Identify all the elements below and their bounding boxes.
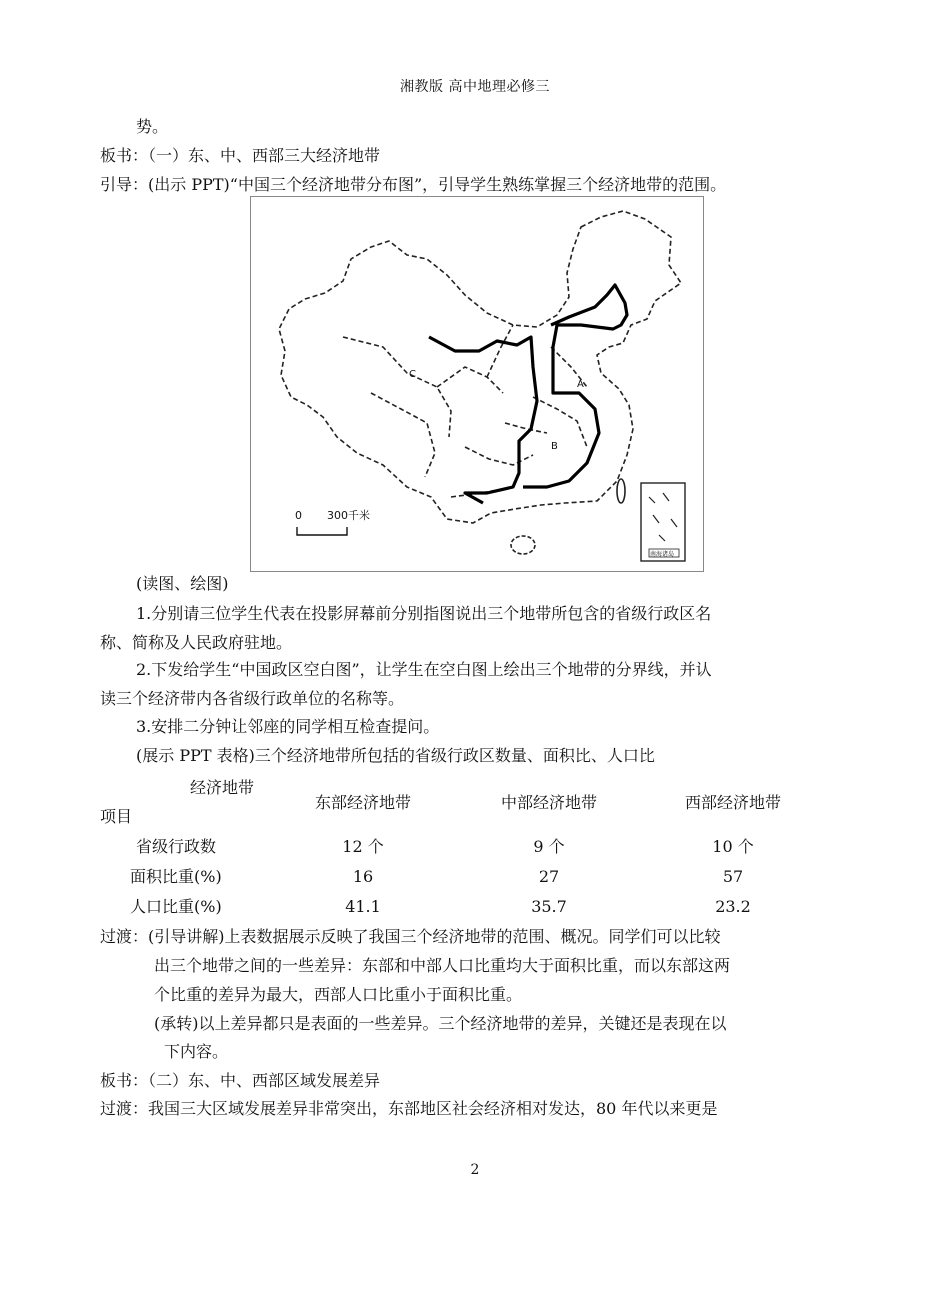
- row-label: 人口比重(%): [130, 897, 222, 916]
- scale-bar: [297, 527, 347, 535]
- table-cell: 35.7: [531, 897, 567, 916]
- text-line: 出三个地带之间的一些差异：东部和中部人口比重均大于面积比重，而以东部这两: [154, 956, 731, 975]
- scale-value: 300千米: [327, 509, 370, 522]
- text-line: 引导：(出示 PPT)“中国三个经济地带分布图”，引导学生熟练掌握三个经济地带的范围。: [100, 175, 727, 194]
- column-header: 西部经济地带: [684, 793, 781, 812]
- text-line: 下内容。: [164, 1042, 229, 1061]
- text-line: (读图、绘图): [136, 574, 229, 593]
- text-line: 读三个经济带内各省级行政单位的名称等。: [100, 689, 405, 708]
- text-line: 势。: [136, 117, 169, 136]
- table-cell: 9 个: [533, 837, 565, 856]
- inset-label: 南海诸岛: [650, 551, 675, 558]
- table-corner-bottom: 项目: [100, 807, 133, 826]
- zone-label-b: B: [551, 441, 558, 452]
- table-cell: 16: [352, 867, 374, 886]
- text-line: 过渡：(引导讲解)上表数据展示反映了我国三个经济地带的范围、概况。同学们可以比较: [100, 927, 721, 946]
- row-label: 省级行政数: [136, 837, 217, 856]
- zone-label-c: C: [409, 369, 416, 380]
- column-header: 中部经济地带: [500, 793, 597, 812]
- row-label: 面积比重(%): [130, 867, 222, 886]
- page-header: 湘教版 高中地理必修三: [400, 79, 550, 95]
- text-line: 3.安排二分钟让邻座的同学相互检查提问。: [136, 717, 440, 736]
- column-header: 东部经济地带: [314, 793, 411, 812]
- table-cell: 57: [722, 867, 744, 886]
- table-caption: (展示 PPT 表格)三个经济地带所包括的省级行政区数量、面积比、人口比: [136, 746, 655, 765]
- country-outline: [279, 211, 681, 523]
- table-corner-top: 经济地带: [190, 778, 255, 797]
- zone-boundary-west-central: [429, 337, 537, 503]
- board-heading-2: 板书：（二）东、中、西部区域发展差异: [100, 1071, 381, 1090]
- map-drawing: [251, 197, 703, 571]
- page-number: 2: [470, 1162, 480, 1178]
- table-cell: 12 个: [342, 837, 384, 856]
- text-line: (承转)以上差异都只是表面的一些差异。三个经济地带的差异，关键还是表现在以: [154, 1014, 727, 1033]
- table-cell: 41.1: [345, 897, 381, 916]
- board-heading-1: 板书：（一）东、中、西部三大经济地带: [100, 146, 381, 165]
- table-cell: 23.2: [715, 897, 751, 916]
- text-line: 1.分别请三位学生代表在投影屏幕前分别指图说出三个地带所包含的省级行政区名: [136, 604, 712, 623]
- text-line: 称、简称及人民政府驻地。: [100, 633, 293, 652]
- table-cell: 10 个: [712, 837, 754, 856]
- text-line: 个比重的差异为最大，西部人口比重小于面积比重。: [154, 985, 523, 1004]
- text-line: 2.下发给学生“中国政区空白图”，让学生在空白图上绘出三个地带的分界线，并认: [136, 660, 712, 679]
- table-cell: 27: [538, 867, 560, 886]
- zone-boundary-central-east: [523, 285, 627, 487]
- scale-zero: 0: [295, 509, 302, 522]
- china-economic-zones-map: [250, 196, 704, 572]
- text-line: 过渡：我国三大区域发展差异非常突出，东部地区社会经济相对发达，80 年代以来更是: [100, 1099, 718, 1118]
- zone-label-a: A: [577, 379, 584, 390]
